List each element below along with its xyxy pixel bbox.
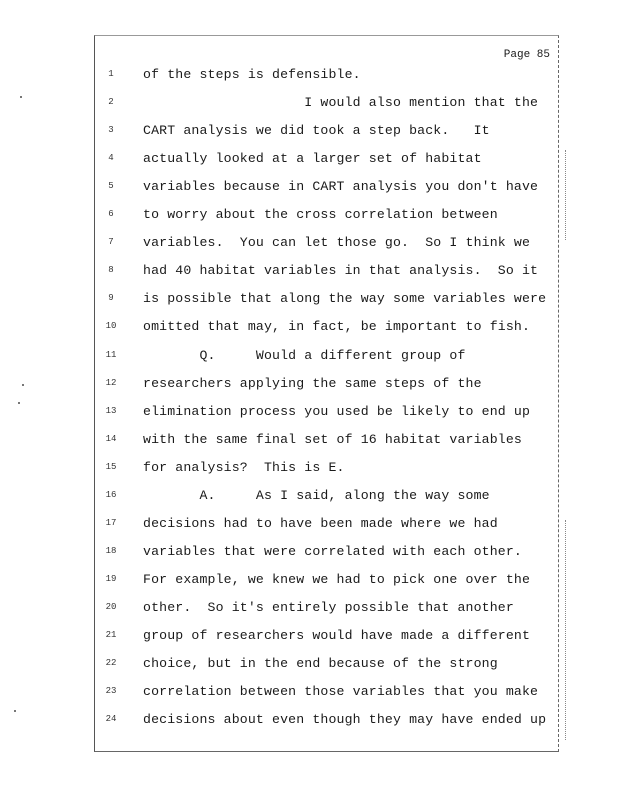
page-number: Page 85 (503, 49, 550, 61)
transcript-page-frame (94, 35, 559, 752)
scan-speck (18, 402, 20, 404)
transcript-line: actually looked at a larger set of habitat (143, 151, 482, 167)
scan-edge-mark (559, 150, 566, 240)
line-number: 21 (105, 630, 117, 640)
transcript-line: A. As I said, along the way some (143, 487, 490, 503)
line-number: 18 (105, 545, 117, 556)
transcript-line: of the steps is defensible. (143, 67, 361, 82)
transcript-line: researchers applying the same steps of the (143, 375, 482, 391)
transcript-line: omitted that may, in fact, be important to fish. (143, 319, 531, 335)
transcript-line: decisions had to have been made where we had (143, 515, 498, 531)
line-number: 6 (108, 209, 114, 220)
transcript-line: choice, but in the end because of the strong (143, 656, 498, 672)
line-number: 23 (105, 686, 117, 697)
line-number: 7 (108, 237, 114, 248)
scan-speck (14, 710, 16, 712)
line-number: 4 (108, 153, 114, 164)
line-number: 5 (108, 181, 114, 192)
scan-edge-mark (559, 520, 566, 740)
line-number: 24 (105, 714, 117, 725)
transcript-line: for analysis? This is E. (143, 459, 345, 475)
line-number: 22 (105, 658, 117, 669)
transcript-line: with the same final set of 16 habitat variables (143, 431, 522, 447)
line-number: 12 (105, 377, 117, 388)
transcript-line: had 40 habitat variables in that analysis. So it (143, 263, 539, 279)
line-number: 19 (105, 573, 117, 584)
line-number: 15 (105, 461, 117, 472)
transcript-line: decisions about even though they may have ended up (143, 712, 547, 728)
line-number: 20 (105, 601, 117, 612)
line-number: 17 (105, 517, 117, 528)
line-number: 9 (108, 293, 114, 304)
line-number: 13 (105, 405, 117, 416)
line-number: 10 (105, 321, 117, 332)
line-number: 14 (105, 433, 117, 444)
transcript-line: elimination process you used be likely to end up (143, 403, 531, 419)
transcript-line: other. So it's entirely possible that another (143, 599, 514, 615)
transcript-line: is possible that along the way some variables were (143, 291, 547, 307)
scan-speck (20, 96, 22, 98)
transcript-line: Q. Would a different group of (143, 347, 466, 363)
line-number: 2 (108, 97, 114, 108)
line-number: 1 (108, 69, 114, 79)
transcript-line: variables. You can let those go. So I think we (143, 235, 531, 251)
transcript-line: to worry about the cross correlation between (143, 207, 498, 223)
transcript-line: variables because in CART analysis you don't have (143, 179, 539, 195)
transcript-line: I would also mention that the (143, 95, 539, 111)
transcript-line: variables that were correlated with each other. (143, 543, 522, 559)
transcript-line: For example, we knew we had to pick one over the (143, 571, 531, 587)
transcript-line: group of researchers would have made a different (143, 628, 531, 643)
line-number: 11 (105, 349, 117, 360)
line-number: 8 (108, 265, 114, 276)
transcript-line: correlation between those variables that you make (143, 684, 539, 700)
line-number: 16 (105, 489, 117, 500)
transcript-line: CART analysis we did took a step back. It (143, 123, 490, 139)
scan-speck (22, 384, 24, 386)
line-number: 3 (108, 125, 114, 136)
